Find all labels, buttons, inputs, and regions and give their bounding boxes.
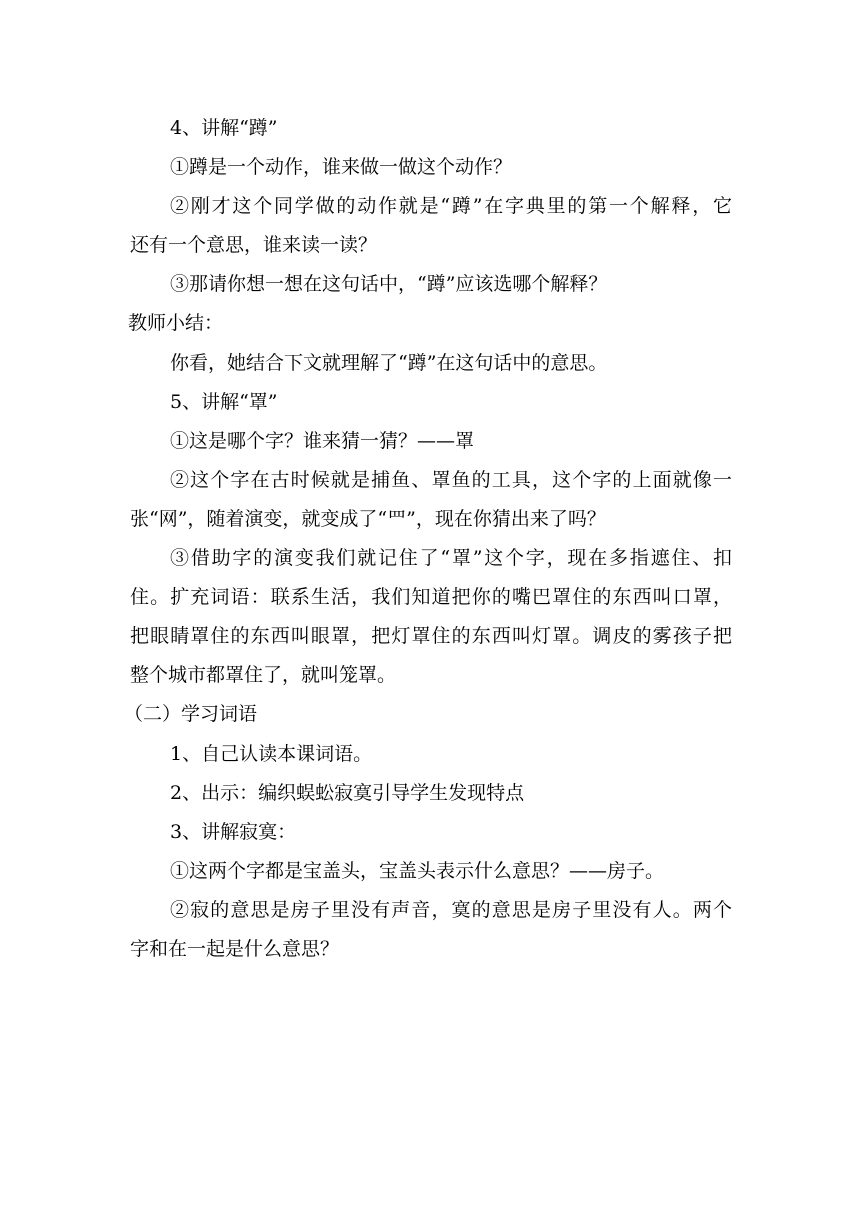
paragraph-line: ②这个字在古时候就是捕鱼、罩鱼的工具，这个字的上面就像一 xyxy=(170,468,732,491)
section-heading: 5、讲解“罩” xyxy=(170,390,278,413)
paragraph-line: ②刚才这个同学做的动作就是“蹲”在字典里的第一个解释，它 xyxy=(170,195,732,218)
list-item: 1、自己认读本课词语。 xyxy=(170,742,373,765)
paragraph-line: 住。扩充词语：联系生活，我们知道把你的嘴巴罩住的东西叫口罩， xyxy=(130,586,732,609)
paragraph-line: ①这两个字都是宝盖头，宝盖头表示什么意思？——房子。 xyxy=(170,859,665,882)
section-heading: （二）学习词语 xyxy=(124,703,258,726)
section-heading: 4、讲解“蹲” xyxy=(170,117,278,139)
paragraph-line: ①这是哪个字？谁来猜一猜？——罩 xyxy=(170,429,475,452)
paragraph-line: ③那请你想一想在这句话中，“蹲”应该选哪个解释？ xyxy=(170,273,608,296)
paragraph-line: 你看，她结合下文就理解了“蹲”在这句话中的意思。 xyxy=(170,351,608,374)
paragraph-line: 还有一个意思，谁来读一读？ xyxy=(130,234,378,257)
section-heading: 教师小结： xyxy=(128,312,224,335)
paragraph-line: 把眼睛罩住的东西叫眼罩，把灯罩住的东西叫灯罩。调皮的雾孩子把 xyxy=(130,625,732,648)
document-body xyxy=(124,109,732,969)
list-item: 2、出示：编织蜈蚣寂寞引导学生发现特点 xyxy=(170,781,525,804)
paragraph-line: ③借助字的演变我们就记住了“罩”这个字，现在多指遮住、扣 xyxy=(170,547,732,570)
list-item: 3、讲解寂寞： xyxy=(170,820,297,843)
paragraph-line: 整个城市都罩住了，就叫笼罩。 xyxy=(130,664,397,687)
paragraph-line: 张“网”，随着演变，就变成了“罒”，现在你猜出来了吗？ xyxy=(130,507,606,530)
paragraph-line: 字和在一起是什么意思？ xyxy=(130,937,340,960)
paragraph-line: ②寂的意思是房子里没有声音，寞的意思是房子里没有人。两个 xyxy=(170,898,732,921)
paragraph-line: ①蹲是一个动作，谁来做一做这个动作？ xyxy=(170,156,513,179)
